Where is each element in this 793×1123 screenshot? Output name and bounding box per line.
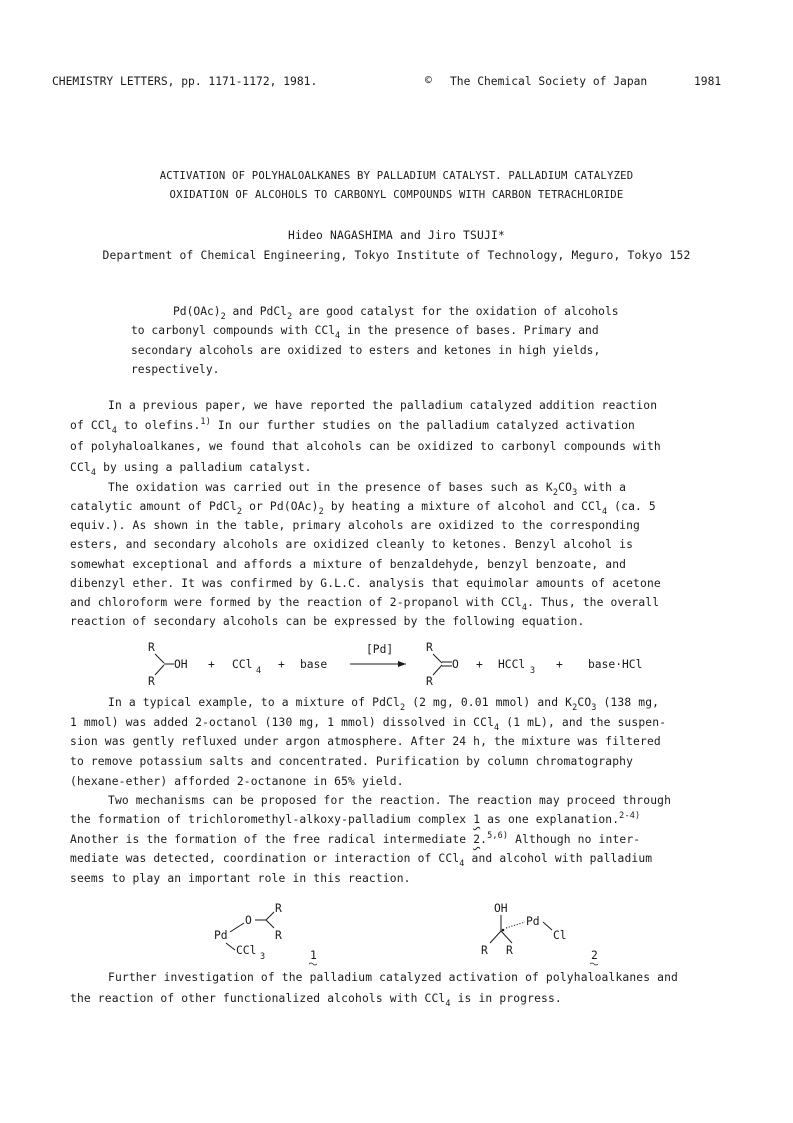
s1-o: O: [245, 914, 252, 927]
title-line-2: OXIDATION OF ALCOHOLS TO CARBONYL COMPOUNDS WITH CARBON TETRACHLORIDE: [169, 189, 624, 201]
body-line: reaction of secondary alcohols can be expressed by the following equation.: [70, 615, 585, 628]
eq-ccl4: CCl: [232, 658, 253, 671]
body-line: Further investigation of the palladium catalyzed activation of polyhaloalkanes and: [108, 971, 679, 984]
body-line: catalytic amount of PdCl$_2$ or $Pd(OAc)_2$ by heating a mixture of alcohol and CCl$_4$ (ca. 5: [70, 500, 656, 517]
s2-r1: R: [481, 944, 488, 957]
eq-ccl4-sub: 4: [256, 666, 262, 676]
s1-ccl3-sub: 3: [260, 952, 266, 962]
abstract-line-3: secondary alcohols are oxidized to esters and ketones in high yields,: [131, 344, 601, 357]
eq-salt: base·HCl: [588, 658, 643, 671]
body-line: Two mechanisms can be proposed for the reaction. The reaction may proceed through: [108, 794, 672, 807]
affiliation: Department of Chemical Engineering, Tokyo Institute of Technology, Meguro, Tokyo 152: [102, 249, 691, 262]
eq-r-top: R: [148, 641, 155, 654]
body-line: and chloroform were formed by the reaction of 2-propanol with CCl$_4$. Thus, the overall: [70, 596, 660, 613]
body-line: The oxidation was carried out in the presence of bases such as $K_2CO_3$ with a: [108, 481, 627, 498]
body-line: of CCl$_4$ to olefins.$^{1)}$ In our further studies on the palladium catalyzed activation: [70, 417, 635, 436]
journal-citation: CHEMISTRY LETTERS, pp. 1171-1172, 1981.: [52, 75, 318, 88]
s2-r2: R: [506, 944, 513, 957]
abstract-line-2: to carbonyl compounds with CCl$_4$ in the presence of bases. Primary and: [131, 324, 599, 341]
structures-figure: [200, 898, 600, 970]
eq-o: O: [452, 658, 459, 671]
reaction-equation: [140, 640, 700, 690]
authors: Hideo NAGASHIMA and Jiro TSUJI*: [287, 229, 506, 242]
structure-1-label: 1: [310, 949, 317, 962]
body-line: the reaction of other functionalized alcohols with CCl$_4$ is in progress.: [70, 992, 562, 1009]
s1-pd: Pd: [214, 929, 228, 942]
structure-2-label: 2: [591, 949, 598, 962]
body-line: CCl$_4$ by using a palladium catalyst.: [70, 461, 312, 478]
eq-base: base: [300, 658, 328, 671]
eq-r-bottom: R: [148, 675, 155, 688]
body-line: the formation of trichloromethyl-alkoxy-palladium complex 1 as one explanation.$^{2-4)}$: [70, 811, 641, 826]
eq-plus-2: +: [278, 658, 285, 671]
body-line: somewhat exceptional and affords a mixture of benzaldehyde, benzyl benzoate, and: [70, 558, 627, 571]
s2-oh: OH: [494, 902, 508, 915]
body-line: equiv.). As shown in the table, primary alcohols are oxidized to the corresponding: [70, 519, 641, 532]
s2-pd: Pd: [526, 915, 540, 928]
body-line: to remove potassium salts and concentrated. Purification by column chromatography: [70, 755, 634, 768]
eq-plus-4: +: [556, 658, 563, 671]
eq-r2-top: R: [426, 641, 433, 654]
s1-r1: R: [275, 902, 282, 915]
body-line: seems to play an important role in this reaction.: [70, 872, 411, 885]
eq-hccl3-sub: 3: [530, 666, 536, 676]
eq-hccl3: HCCl: [498, 658, 526, 671]
body-line: Another is the formation of the free radical intermediate 2.$^{5,6)}$ Although no inter-: [70, 831, 641, 846]
s2-cl: Cl: [553, 929, 567, 942]
body-line: (hexane-ether) afforded 2-octanone in 65% yield.: [70, 775, 404, 788]
abstract-line-1: $Pd(OAc)_2$ and PdCl$_2$ are good catalyst for the oxidation of alcohols: [173, 305, 619, 322]
body-line: mediate was detected, coordination or interaction of CCl$_4$ and alcohol with palladium: [70, 852, 653, 869]
eq-plus-1: +: [208, 658, 215, 671]
body-line: In a previous paper, we have reported the palladium catalyzed addition reaction: [108, 399, 658, 412]
eq-catalyst: [Pd]: [366, 643, 394, 656]
copyright-symbol: ©: [425, 74, 432, 87]
eq-oh: OH: [174, 658, 188, 671]
body-line: dibenzyl ether. It was confirmed by G.L.C. analysis that equimolar amounts of acetone: [70, 577, 661, 590]
s1-r2: R: [275, 929, 282, 942]
header-year: 1981: [694, 75, 722, 88]
body-line: 1 mmol) was added 2-octanol (130 mg, 1 mmol) dissolved in CCl$_4$ (1 mL), and the suspen-: [70, 716, 667, 733]
eq-r2-bottom: R: [426, 675, 433, 688]
society-name: The Chemical Society of Japan: [450, 75, 648, 88]
eq-plus-3: +: [476, 658, 483, 671]
title-line-1: ACTIVATION OF POLYHALOALKANES BY PALLADIUM CATALYST. PALLADIUM CATALYZED: [159, 170, 634, 182]
s1-ccl3: CCl: [236, 944, 257, 957]
body-line: esters, and secondary alcohols are oxidized cleanly to ketones. Benzyl alcohol is: [70, 538, 634, 551]
body-line: of polyhaloalkanes, we found that alcohols can be oxidized to carbonyl compounds with: [70, 440, 661, 453]
abstract-line-4: respectively.: [131, 363, 220, 376]
body-line: sion was gently refluxed under argon atmosphere. After 24 h, the mixture was filtered: [70, 735, 661, 748]
body-line: In a typical example, to a mixture of PdCl$_2$ (2 mg, 0.01 mmol) and $K_2CO_3$ (138 mg,: [108, 696, 660, 713]
